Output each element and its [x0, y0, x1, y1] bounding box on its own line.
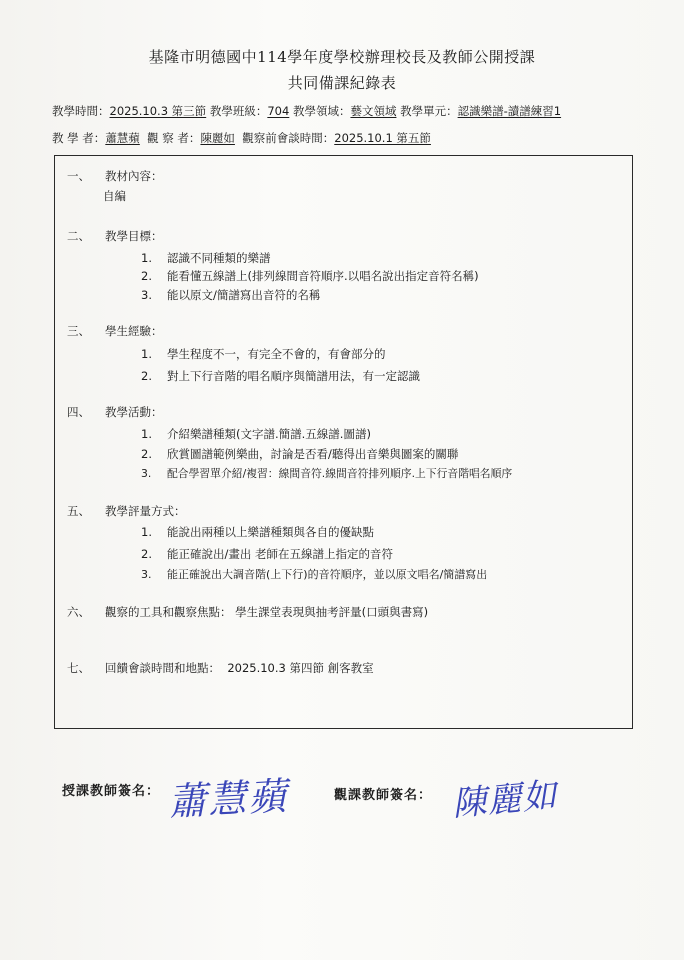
- unit-label: 教學單元：: [400, 104, 458, 118]
- field-label: 教學領域：: [292, 104, 351, 118]
- section-student-experience: [67, 323, 163, 339]
- teacher-label: 教 學 者：: [52, 131, 106, 145]
- form-title: 基隆市明德國中114學年度學校辦理校長及教師公開授課: [148, 48, 536, 66]
- section-activities: [67, 404, 163, 420]
- form-subtitle: 共同備課紀錄表: [287, 74, 397, 92]
- section-content: 2025.10.3 第四節 創客教室: [227, 661, 374, 675]
- section-title: 學生經驗：: [105, 324, 163, 338]
- list-item: 1. 認識不同種類的樂譜: [141, 251, 271, 265]
- section-content: 學生課堂表現與抽考評量(口頭與書寫): [235, 605, 429, 619]
- observer-signature-label: 觀課教師簽名：: [334, 788, 433, 803]
- list-item: 1. 介紹樂譜種類(文字譜.簡譜.五線譜.圖譜): [141, 427, 371, 441]
- section-title: 教學活動：: [105, 405, 163, 419]
- observer-value: 陳麗如: [200, 131, 235, 145]
- teacher-value: 蕭慧蘋: [105, 131, 140, 145]
- list-item: 3. 能正確說出大調音階(上下行)的音符順序，並以原文唱名/簡譜寫出: [141, 568, 488, 581]
- list-item: 2. 欣賞圖譜範例樂曲，討論是否看/聽得出音樂與圖案的關聯: [141, 447, 459, 461]
- teacher-signature-label: 授課教師簽名：: [62, 784, 161, 799]
- section-goals: [67, 228, 163, 244]
- pre-talk-value: 2025.10.1 第五節: [334, 131, 431, 145]
- observer-label: 觀 察 者：: [147, 131, 201, 145]
- section-assessment: [67, 503, 186, 519]
- list-item: 1. 能說出兩種以上樂譜種類與各自的優缺點: [141, 525, 374, 539]
- field-value: 藝文領域: [350, 104, 397, 118]
- list-item: 2. 能正確說出/畫出 老師在五線譜上指定的音符: [141, 547, 394, 561]
- section-material-content: 自編: [103, 189, 126, 203]
- teacher-signature: 蕭慧蘋: [167, 773, 290, 825]
- section-observation-tools: [67, 604, 428, 620]
- section-title: 教材內容：: [105, 169, 163, 183]
- unit-value: 認識樂譜-讀譜練習1: [457, 104, 562, 118]
- section-number: 六、: [67, 605, 90, 619]
- section-title: 教學目標：: [105, 229, 163, 243]
- meta-row-1: [52, 103, 561, 119]
- pre-talk-label: 觀察前會談時間：: [242, 131, 335, 145]
- list-item: 3. 能以原文/簡譜寫出音符的名稱: [141, 288, 321, 302]
- section-number: 四、: [67, 405, 90, 419]
- section-title: 回饋會談時間和地點：: [105, 661, 220, 675]
- section-feedback-meeting: [67, 660, 374, 676]
- section-title: 教學評量方式：: [105, 504, 186, 518]
- list-item: 3. 配合學習單介紹/複習：線間音符.線間音符排列順序.上下行音階唱名順序: [141, 467, 513, 480]
- class-label: 教學班級：: [209, 104, 268, 118]
- section-number: 二、: [67, 229, 90, 243]
- section-number: 三、: [67, 324, 90, 338]
- section-material: [67, 168, 163, 184]
- time-value: 2025.10.3 第三節: [109, 104, 207, 118]
- list-item: 2. 能看懂五線譜上(排列線間音符順序.以唱名說出指定音符名稱): [141, 269, 479, 283]
- list-item: 2. 對上下行音階的唱名順序與簡譜用法，有一定認識: [141, 369, 420, 383]
- list-item: 1. 學生程度不一，有完全不會的，有會部分的: [141, 347, 386, 361]
- meta-row-2: [52, 130, 431, 146]
- class-value: 704: [267, 104, 290, 118]
- section-number: 七、: [67, 661, 90, 675]
- time-label: 教學時間：: [52, 104, 110, 118]
- section-number: 五、: [67, 504, 90, 518]
- section-number: 一、: [67, 169, 90, 183]
- record-box: [54, 155, 633, 729]
- section-title: 觀察的工具和觀察焦點：: [105, 605, 232, 619]
- observer-signature: 陳麗如: [450, 775, 559, 825]
